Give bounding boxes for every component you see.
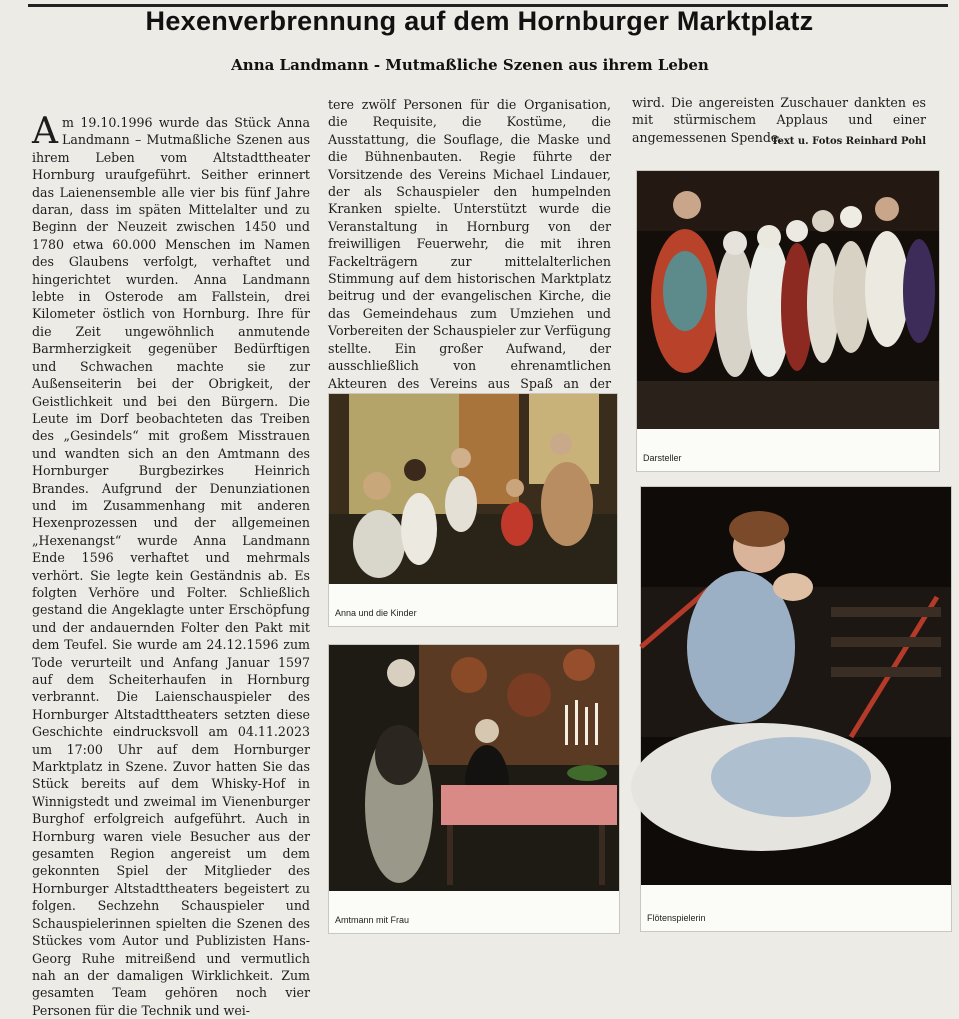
photo-darsteller xyxy=(636,170,940,472)
column-3-text: wird. Die angereisten Zuschauer dankten es mit stürmischem Applaus und einer angemessenen Spende. xyxy=(632,95,926,145)
article-column-1 xyxy=(32,111,310,1018)
drop-cap: A xyxy=(32,111,58,152)
photo-caption: Darsteller xyxy=(643,453,682,463)
photo-amtmann-mit-frau xyxy=(328,644,620,934)
photo-credit: Text u. Fotos Reinhard Pohl xyxy=(771,136,926,147)
photo-caption: Flötenspielerin xyxy=(647,913,706,923)
photo-image xyxy=(641,487,951,885)
article-headline: Hexenverbrennung auf dem Hornburger Marktplatz xyxy=(145,6,814,36)
article-column-2 xyxy=(328,96,611,391)
photo-caption: Anna und die Kinder xyxy=(335,608,417,618)
article-subheadline: Anna Landmann - Mutmaßliche Szenen aus ihrem Leben xyxy=(231,56,709,74)
photo-caption: Amtmann mit Frau xyxy=(335,915,410,925)
photo-floetenspielerin xyxy=(640,486,952,932)
column-1-text: m 19.10.1996 wurde das Stück Anna Landmann – Mutmaßliche Szenen aus ihrem Leben vom Altstadttheater Hornburg uraufgeführt. Seither erinnert das Laienensemble alle vier bis fünf Jahre daran, dass im späten Mittelalter und zu Beginn der Neuzeit zwischen 1450 und 1780 etwa 60.000 Menschen im Namen des Glaubens verfolgt, verhaftet und hingerichtet wurden. Anna Landmann lebte in Osterode am Fallstein, drei Kilometer östlich von Hornburg. Ihre für die Zeit ungewöhnlich anmutende Barmherzigkeit gegenüber Bedürftigen und Schwachen machte sie zur Außenseiterin bei der Obrigkeit, der Geistlichkeit und bei den Bürgern. Die Leute im Dorf beobachteten das Treiben des „Gesindels“ mit großem Misstrauen und wandten sich an den Amtmann des Hornburger Burgbezirkes Heinrich Brandes. Aufgrund der Denunziationen und im Zusammenhang mit anderen Hexenprozessen und der allgemeinen „Hexenangst“ wurde Anna Landmann Ende 1596 verhaftet und mehrmals verhört. Sie legte kein Geständnis ab. Es folgten Verhöre und Folter. Schließlich gestand die Angeklagte unter Erschöpfung und der andauernden Folter den Pakt mit dem Teufel. Sie wurde am 24.12.1596 zum Tode verurteilt und Anfang Januar 1597 auf dem Scheiterhaufen in Hornburg verbrannt. Die Laienschauspieler des Hornburger Altstadttheaters setzten diese Geschichte eindrucksvoll am 04.11.2023 um 17:00 Uhr auf dem Hornburger Marktplatz in Szene. Zuvor hatten Sie das Stück bereits auf dem Whisky-Hof in Winnigstedt und zweimal im Vienenburger Burghof erfolgreich aufgeführt. Auch in Hornburg waren viele Besucher aus der gesamten Region angereist um dem gekonnten Spiel der Mitglieder des Hornburger Altstadttheaters begeistert zu folgen. Sechzehn Schauspieler und Schauspielerinnen spielten die Szenen des Stückes vom Autor und Publizisten Hans-Georg Ruhe mitreißend und vermutlich nah an der damaligen Wirklichkeit. Zum gesamten Team gehören noch vier Personen für die Technik und wei- xyxy=(32,115,310,1018)
column-2-text: tere zwölf Personen für die Organisation, die Requisite, die Kostüme, die Ausstattung, die Souflage, die Maske und die Bühnenbauten. Regie führte der Vorsitzende des Vereins Michael Lindauer, der als Schauspieler den humpelnden Kranken spielte. Unterstützt wurde die Veranstaltung in Hornburg von der freiwilligen Feuerwehr, die mit ihren Fackelträgern zur mittelalterlichen Stimmung auf dem historischen Marktplatz beitrug und der evangelischen Kirche, die das Gemeindehaus zum Umziehen und Vorbereiten der Schauspieler zur Verfügung stellte. Ein großer Aufwand, der ausschließlich von ehrenamtlichen Akteuren des Vereins aus Spaß an der xyxy=(328,97,611,391)
photo-anna-und-die-kinder xyxy=(328,393,618,627)
photo-image xyxy=(329,645,619,891)
photo-image xyxy=(329,394,617,584)
photo-image xyxy=(637,171,939,429)
